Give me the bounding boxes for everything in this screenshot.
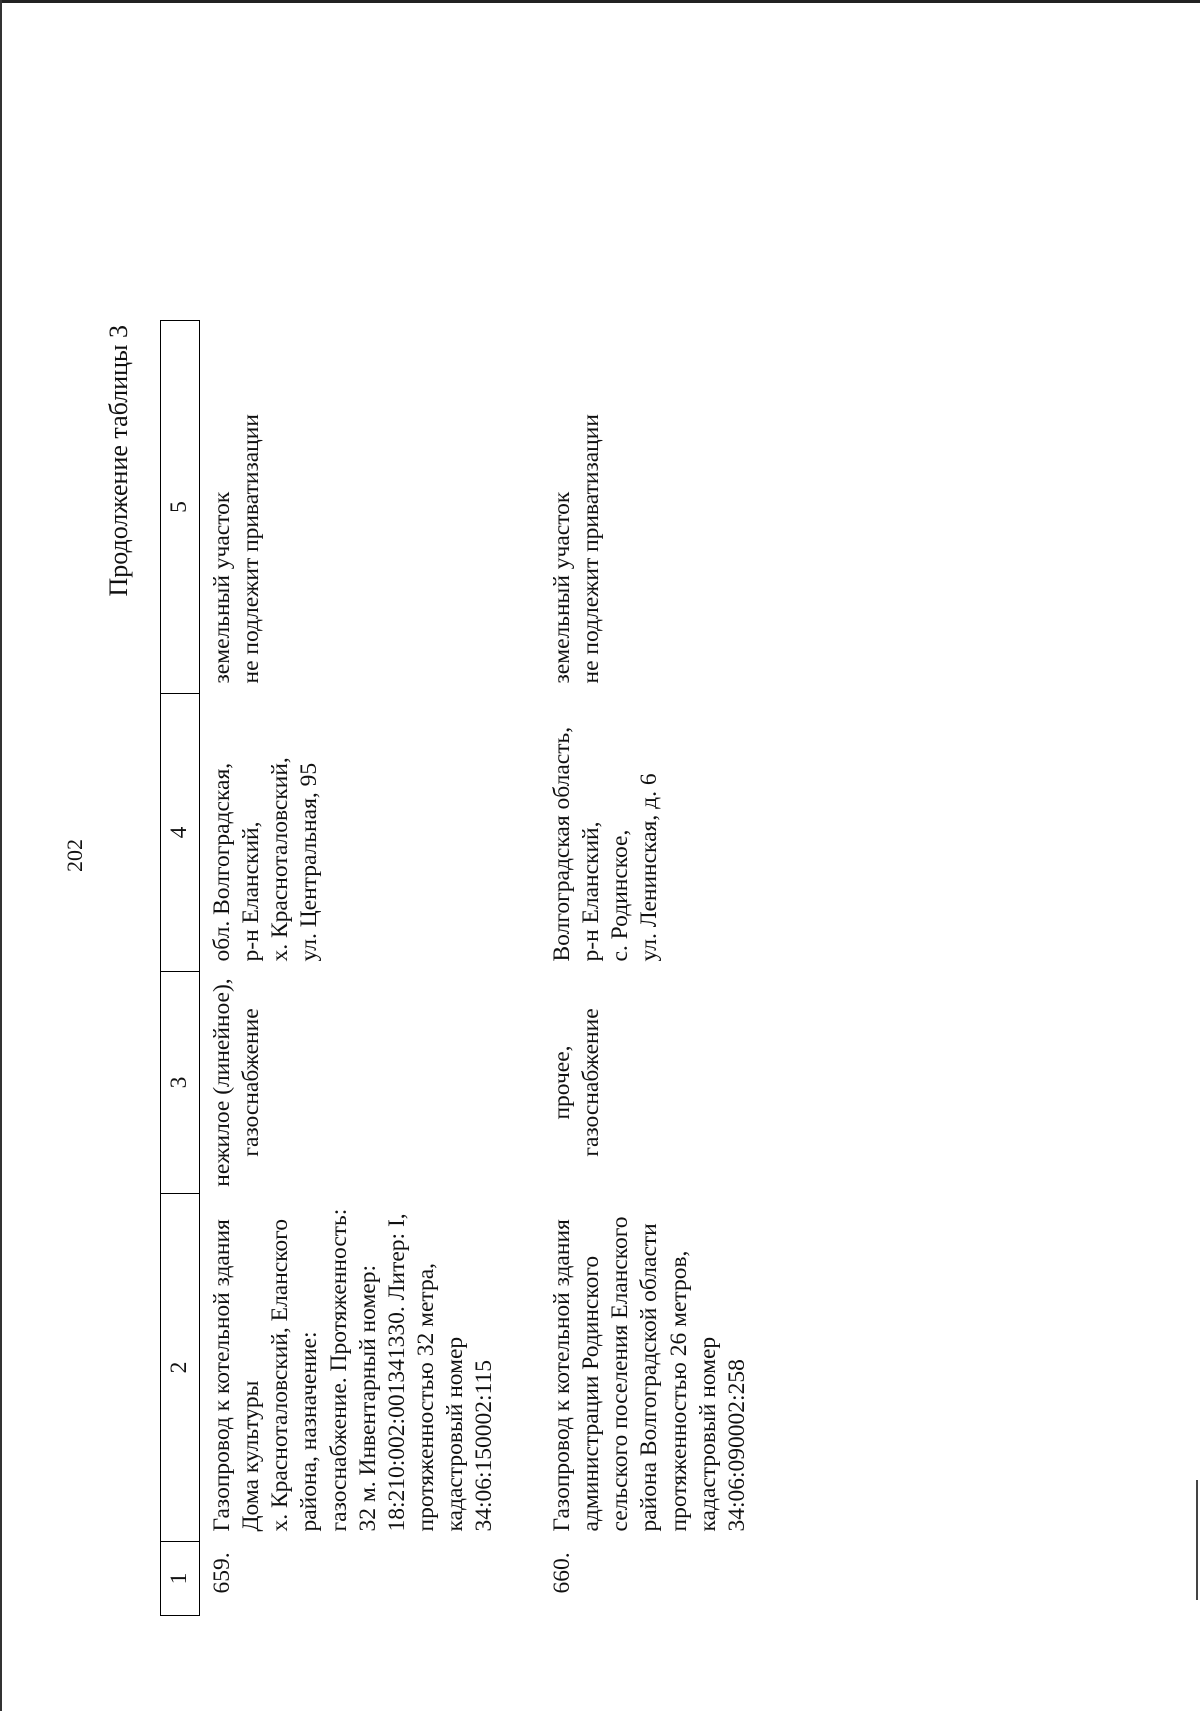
description-line: протяженностью 26 метров, xyxy=(665,1250,692,1532)
column-header-1: 1 xyxy=(161,1542,200,1616)
description-line: администрации Родинского xyxy=(578,1255,605,1532)
purpose-line: газоснабжение xyxy=(238,1008,265,1157)
column-header-3: 3 xyxy=(161,972,200,1194)
object-purpose xyxy=(540,972,848,1194)
purpose-line: нежилое (линейное), xyxy=(209,978,235,1187)
property-table xyxy=(160,320,848,1616)
object-purpose xyxy=(200,972,541,1194)
description-line: Газопровод к котельной здания xyxy=(549,1219,575,1532)
purpose-line: газоснабжение xyxy=(578,1008,605,1157)
address-line: Волгоградская область, xyxy=(549,726,575,962)
column-header-2: 2 xyxy=(161,1194,200,1542)
object-note xyxy=(540,321,848,694)
address-line: обл. Волгоградская, xyxy=(209,762,235,962)
address-line: х. Красноталовский, xyxy=(267,757,294,962)
object-address xyxy=(200,694,541,972)
description-line: района Волгоградской области xyxy=(636,1223,663,1532)
note-line: земельный участок xyxy=(209,491,235,684)
description-line: 34:06:150002:115 xyxy=(471,1360,498,1532)
address-line: р-н Еланский, xyxy=(578,821,605,962)
note-line: не подлежит приватизации xyxy=(578,414,605,684)
description-line: х. Красноталовский, Еланского xyxy=(267,1219,294,1532)
object-note xyxy=(200,321,541,694)
description-line: 18:210:002:001341330. Литер: I, xyxy=(383,1213,410,1532)
table-row xyxy=(200,321,541,1616)
description-line: Дома культуры xyxy=(238,1380,265,1532)
description-line: района, назначение: xyxy=(296,1331,323,1532)
column-header-5: 5 xyxy=(161,321,200,694)
table-header xyxy=(161,321,200,1616)
page-number: 202 xyxy=(62,839,87,872)
row-number: 660. xyxy=(549,1552,575,1594)
address-line: р-н Еланский, xyxy=(238,821,265,962)
note-line: не подлежит приватизации xyxy=(238,414,265,684)
address-line: ул. Центральная, 95 xyxy=(296,762,323,962)
description-line: кадастровый номер xyxy=(442,1336,468,1532)
address-line: ул. Ленинская, д. 6 xyxy=(636,773,663,962)
description-line: Газопровод к котельной здания xyxy=(209,1219,235,1532)
description-line: сельского поселения Еланского xyxy=(607,1216,634,1532)
address-line: с. Родинское, xyxy=(607,829,634,962)
description-line: кадастровый номер xyxy=(694,1336,721,1532)
purpose-line: прочее, xyxy=(549,1045,575,1120)
table-caption: Продолжение таблицы 3 xyxy=(104,325,133,597)
description-line: 34:06:090002:258 xyxy=(723,1359,750,1532)
row-number: 659. xyxy=(209,1552,235,1594)
object-address xyxy=(540,694,848,972)
object-description xyxy=(200,1194,541,1542)
table-row xyxy=(540,321,848,1616)
note-line: земельный участок xyxy=(549,491,575,684)
description-line: протяженностью 32 метра, xyxy=(412,1262,439,1532)
description-line: газоснабжение. Протяженность: xyxy=(325,1208,352,1532)
description-line: 32 м. Инвентарный номер: xyxy=(354,1264,381,1532)
object-description xyxy=(540,1194,848,1542)
column-header-4: 4 xyxy=(161,694,200,972)
